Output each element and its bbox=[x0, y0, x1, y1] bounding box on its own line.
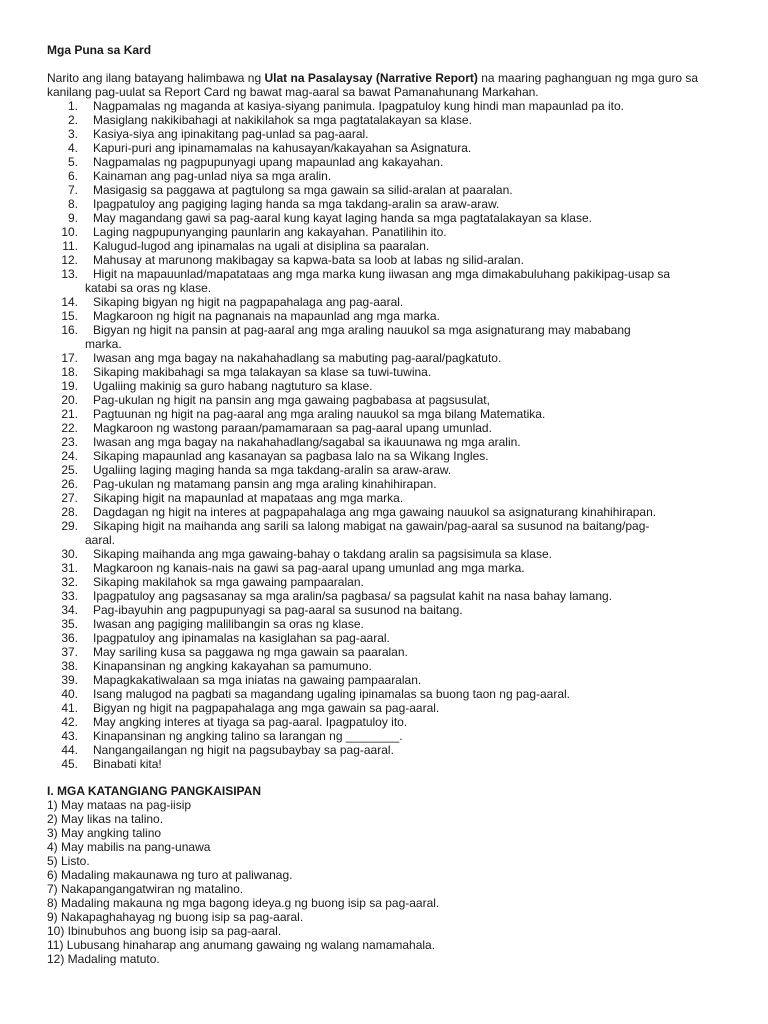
remark-number: 26. bbox=[61, 477, 78, 491]
remark-item bbox=[0, 729, 768, 743]
remark-text-line: Iwasan ang pagiging malilibangin sa oras ng klase. bbox=[93, 617, 364, 631]
remark-item bbox=[0, 379, 768, 393]
remark-text-line: Kinapansinan ng angking talino sa larangan ng ________. bbox=[93, 729, 403, 743]
remark-text bbox=[93, 673, 723, 687]
remark-item bbox=[0, 743, 768, 757]
remark-item bbox=[0, 169, 768, 183]
remark-number: 5. bbox=[67, 155, 78, 169]
remark-text bbox=[93, 701, 723, 715]
remark-text bbox=[93, 99, 723, 113]
remark-text bbox=[93, 435, 723, 449]
remark-number: 34. bbox=[61, 603, 78, 617]
trait-item: 10) Ibinubuhos ang buong isip sa pag-aaral. bbox=[47, 924, 282, 938]
trait-item: 11) Lubusang hinaharap ang anumang gawaing ng walang namamahala. bbox=[47, 938, 436, 952]
remark-number: 31. bbox=[61, 561, 78, 575]
remark-number: 37. bbox=[61, 645, 78, 659]
remark-number: 21. bbox=[61, 407, 78, 421]
remark-item bbox=[0, 267, 768, 295]
remark-text-continuation: katabi sa oras ng klase. bbox=[85, 281, 212, 295]
remark-text-line: Sikaping higit na mapaunlad at mapataas ang mga marka. bbox=[93, 491, 404, 505]
remark-text-line: Higit na mapauunlad/mapatataas ang mga marka kung iiwasan ang mga dimakabuluhang pakikipag-usap sa bbox=[93, 267, 671, 281]
remark-number: 30. bbox=[61, 547, 78, 561]
remark-text-line: Pag-ukulan ng matamang pansin ang mga araling kinahihirapan. bbox=[93, 477, 437, 491]
remark-number: 38. bbox=[61, 659, 78, 673]
remark-text-line: Sikaping makilahok sa mga gawaing pampaaralan. bbox=[93, 575, 364, 589]
trait-item: 2) May likas na talino. bbox=[47, 812, 164, 826]
remark-text-line: Ugaliing makinig sa guro habang nagtuturo sa klase. bbox=[93, 379, 373, 393]
remark-item bbox=[0, 505, 768, 519]
remark-text-line: Kinapansinan ng angking kakayahan sa pamumuno. bbox=[93, 659, 372, 673]
remark-number: 23. bbox=[61, 435, 78, 449]
remark-number: 13. bbox=[61, 267, 78, 281]
remark-item bbox=[0, 589, 768, 603]
trait-item: 3) May angking talino bbox=[47, 826, 162, 840]
trait-item: 1) May mataas na pag-iisip bbox=[47, 798, 192, 812]
remark-text bbox=[93, 477, 723, 491]
remarks-list bbox=[0, 99, 768, 771]
remark-item bbox=[0, 351, 768, 365]
remark-text-line: Magkaroon ng higit na pagnanais na mapaunlad ang mga marka. bbox=[93, 309, 440, 323]
remark-text-line: Ipagpatuloy ang pagiging laging handa sa mga takdang-aralin sa araw-araw. bbox=[93, 197, 500, 211]
remark-item bbox=[0, 575, 768, 589]
remark-item bbox=[0, 477, 768, 491]
remark-number: 27. bbox=[61, 491, 78, 505]
remark-text bbox=[93, 659, 723, 673]
remark-number: 8. bbox=[67, 197, 78, 211]
remark-text-line: Pag-ibayuhin ang pagpupunyagi sa pag-aaral sa susunod na baitang. bbox=[93, 603, 463, 617]
remark-number: 33. bbox=[61, 589, 78, 603]
remark-number: 28. bbox=[61, 505, 78, 519]
remark-text-line: Bigyan ng higit na pansin at pag-aaral ang mga araling nauukol sa mga asignaturang may mababang bbox=[93, 323, 631, 337]
remark-item bbox=[0, 547, 768, 561]
remark-text-line: Masigasig sa paggawa at pagtulong sa mga gawain sa silid-aralan at paaralan. bbox=[93, 183, 513, 197]
remark-number: 17. bbox=[61, 351, 78, 365]
remark-text bbox=[93, 575, 723, 589]
trait-item: 6) Madaling makaunawa ng turo at paliwanag. bbox=[47, 868, 293, 882]
intro-bold-term: Ulat na Pasalaysay (Narrative Report) bbox=[264, 71, 478, 85]
remark-item bbox=[0, 715, 768, 729]
remark-number: 19. bbox=[61, 379, 78, 393]
remark-number: 2. bbox=[67, 113, 78, 127]
remark-text-continuation: marka. bbox=[85, 337, 122, 351]
remark-text-line: Ipagpatuloy ang pagsasanay sa mga aralin/sa pagbasa/ sa pagsulat kahit na nasa bahay lamang. bbox=[93, 589, 613, 603]
remark-item bbox=[0, 603, 768, 617]
remark-text-line: Iwasan ang mga bagay na nakahahadlang sa mabuting pag-aaral/pagkatuto. bbox=[93, 351, 502, 365]
remark-text bbox=[93, 183, 723, 197]
remark-text-line: Masiglang nakikibahagi at nakikilahok sa mga pagtatalakayan sa klase. bbox=[93, 113, 472, 127]
remark-text bbox=[93, 239, 723, 253]
intro-text-end: na maaring paghanguan ng mga guro sa kanilang pag-uulat sa Report Card ng bawat mag-aaral sa bawat Pamanahunang Markahan. bbox=[47, 71, 699, 99]
remark-text bbox=[85, 519, 723, 547]
remark-text bbox=[93, 421, 723, 435]
remark-text-line: Pagtuunan ng higit na pag-aaral ang mga araling nauukol sa mga bilang Matematika. bbox=[93, 407, 546, 421]
remark-text bbox=[93, 617, 723, 631]
remark-number: 1. bbox=[67, 99, 78, 113]
remark-text-line: Kasiya-siya ang ipinakitang pag-unlad sa pag-aaral. bbox=[93, 127, 369, 141]
remark-number: 24. bbox=[61, 449, 78, 463]
remark-item bbox=[0, 701, 768, 715]
remark-item bbox=[0, 519, 768, 547]
remark-text-line: May sariling kusa sa paggawa ng mga gawain sa paaralan. bbox=[93, 645, 408, 659]
trait-item: 5) Listo. bbox=[47, 854, 90, 868]
remark-number: 14. bbox=[61, 295, 78, 309]
remark-text bbox=[93, 309, 723, 323]
remark-text bbox=[93, 547, 723, 561]
remark-text bbox=[93, 169, 723, 183]
remark-text-line: Sikaping mapaunlad ang kasanayan sa pagbasa lalo na sa Wikang Ingles. bbox=[93, 449, 489, 463]
remark-item bbox=[0, 631, 768, 645]
remark-text bbox=[93, 141, 723, 155]
remark-item bbox=[0, 491, 768, 505]
remark-number: 45. bbox=[61, 757, 78, 771]
remark-number: 12. bbox=[61, 253, 78, 267]
remark-number: 43. bbox=[61, 729, 78, 743]
remark-item bbox=[0, 183, 768, 197]
remark-text bbox=[93, 687, 723, 701]
remark-item bbox=[0, 211, 768, 225]
remark-number: 36. bbox=[61, 631, 78, 645]
intro-text-start: Narito ang ilang batayang halimbawa ng bbox=[47, 71, 265, 85]
remark-text-line: Bigyan ng higit na pagpapahalaga ang mga gawain sa pag-aaral. bbox=[93, 701, 440, 715]
remark-number: 22. bbox=[61, 421, 78, 435]
remark-text-line: May magandang gawi sa pag-aaral kung kayat laging handa sa mga pagtatalakayan sa klase. bbox=[93, 211, 592, 225]
remark-item bbox=[0, 463, 768, 477]
remark-item bbox=[0, 407, 768, 421]
remark-item bbox=[0, 127, 768, 141]
remark-number: 18. bbox=[61, 365, 78, 379]
remark-text bbox=[93, 645, 723, 659]
remark-text bbox=[93, 589, 723, 603]
remark-text-line: Ugaliing laging maging handa sa mga takdang-aralin sa araw-araw. bbox=[93, 463, 452, 477]
remark-number: 9. bbox=[67, 211, 78, 225]
remark-item bbox=[0, 645, 768, 659]
remark-text bbox=[93, 253, 723, 267]
remark-item bbox=[0, 99, 768, 113]
remark-text-line: Magkaroon ng kanais-nais na gawi sa pag-aaral upang umunlad ang mga marka. bbox=[93, 561, 525, 575]
remark-item bbox=[0, 393, 768, 407]
remark-item bbox=[0, 673, 768, 687]
trait-item: 8) Madaling makauna ng mga bagong ideya.g ng buong isip sa pag-aaral. bbox=[47, 896, 440, 910]
remark-text-line: Laging nagpupunyanging paunlarin ang kakayahan. Panatilihin ito. bbox=[93, 225, 447, 239]
remark-text bbox=[85, 323, 723, 351]
remark-text-line: Sikaping bigyan ng higit na pagpapahalaga ang pag-aaral. bbox=[93, 295, 404, 309]
remark-number: 4. bbox=[67, 141, 78, 155]
remark-text-line: Pag-ukulan ng higit na pansin ang mga gawaing pagbabasa at pagsusulat, bbox=[93, 393, 490, 407]
remark-text-line: Nangangailangan ng higit na pagsubaybay sa pag-aaral. bbox=[93, 743, 394, 757]
remark-text bbox=[93, 729, 723, 743]
remark-text bbox=[93, 379, 723, 393]
remark-text bbox=[85, 267, 723, 295]
remark-text-line: Mahusay at marunong makibagay sa kapwa-bata sa loob at labas ng silid-aralan. bbox=[93, 253, 524, 267]
remark-item bbox=[0, 141, 768, 155]
remark-text bbox=[93, 127, 723, 141]
remark-text bbox=[93, 225, 723, 239]
remark-item bbox=[0, 197, 768, 211]
remark-number: 7. bbox=[67, 183, 78, 197]
remark-number: 41. bbox=[61, 701, 78, 715]
remark-text-line: May angking interes at tiyaga sa pag-aaral. Ipagpatuloy ito. bbox=[93, 715, 408, 729]
remark-item bbox=[0, 617, 768, 631]
remark-text-line: Nagpamalas ng pagpupunyagi upang mapaunlad ang kakayahan. bbox=[93, 155, 444, 169]
remark-text bbox=[93, 295, 723, 309]
remark-text bbox=[93, 603, 723, 617]
remark-number: 32. bbox=[61, 575, 78, 589]
remark-text bbox=[93, 365, 723, 379]
remark-text-line: Iwasan ang mga bagay na nakahahadlang/sagabal sa ikauunawa ng mga aralin. bbox=[93, 435, 521, 449]
remark-number: 6. bbox=[67, 169, 78, 183]
remark-text bbox=[93, 211, 723, 225]
section-title: I. MGA KATANGIANG PANGKAISIPAN bbox=[47, 784, 261, 798]
remark-text-line: Ipagpatuloy ang ipinamalas na kasiglahan sa pag-aaral. bbox=[93, 631, 390, 645]
remark-text bbox=[93, 449, 723, 463]
remark-text-line: Kalugud-lugod ang ipinamalas na ugali at disiplina sa paaralan. bbox=[93, 239, 430, 253]
remark-number: 10. bbox=[61, 225, 78, 239]
remark-number: 44. bbox=[61, 743, 78, 757]
remark-item bbox=[0, 561, 768, 575]
remark-item bbox=[0, 757, 768, 771]
remark-item bbox=[0, 253, 768, 267]
trait-item: 9) Nakapaghahayag ng buong isip sa pag-aaral. bbox=[47, 910, 304, 924]
remark-text-line: Dagdagan ng higit na interes at pagpapahalaga ang mga gawaing nauukol sa asignaturang kinahihirapan. bbox=[93, 505, 657, 519]
remark-text-continuation: aaral. bbox=[85, 533, 116, 547]
traits-list bbox=[47, 798, 439, 966]
remark-text-line: Kapuri-puri ang ipinamamalas na kahusayan/kakayahan sa Asignatura. bbox=[93, 141, 472, 155]
remark-item bbox=[0, 309, 768, 323]
remark-text bbox=[93, 113, 723, 127]
remark-text bbox=[93, 407, 723, 421]
remark-number: 40. bbox=[61, 687, 78, 701]
remark-text bbox=[93, 757, 723, 771]
remark-text-line: Sikaping higit na maihanda ang sarili sa lalong mabigat na gawain/pag-aaral sa susunod na baitang/pag- bbox=[93, 519, 650, 533]
remark-number: 29. bbox=[61, 519, 78, 533]
trait-item: 7) Nakapangangatwiran ng matalino. bbox=[47, 882, 244, 896]
intro-paragraph bbox=[47, 71, 727, 99]
remark-number: 39. bbox=[61, 673, 78, 687]
remark-item bbox=[0, 295, 768, 309]
remark-item bbox=[0, 659, 768, 673]
remark-text bbox=[93, 743, 723, 757]
remark-text-line: Kainaman ang pag-unlad niya sa mga aralin. bbox=[93, 169, 332, 183]
remark-number: 20. bbox=[61, 393, 78, 407]
remark-item bbox=[0, 687, 768, 701]
remark-item bbox=[0, 113, 768, 127]
remark-item bbox=[0, 365, 768, 379]
remark-item bbox=[0, 449, 768, 463]
remark-number: 35. bbox=[61, 617, 78, 631]
remark-number: 11. bbox=[62, 239, 78, 253]
remark-item bbox=[0, 225, 768, 239]
remark-text-line: Binabati kita! bbox=[93, 757, 162, 771]
remark-text-line: Mapagkakatiwalaan sa mga iniatas na gawaing pampaaralan. bbox=[93, 673, 422, 687]
remark-item bbox=[0, 421, 768, 435]
remark-number: 15. bbox=[61, 309, 78, 323]
trait-item: 12) Madaling matuto. bbox=[47, 952, 160, 966]
trait-item: 4) May mabilis na pang-unawa bbox=[47, 840, 211, 854]
document-title: Mga Puna sa Kard bbox=[47, 43, 152, 57]
remark-item bbox=[0, 155, 768, 169]
remark-text-line: Magkaroon ng wastong paraan/pamamaraan sa pag-aaral upang umunlad. bbox=[93, 421, 492, 435]
remark-text bbox=[93, 631, 723, 645]
remark-text bbox=[93, 491, 723, 505]
remark-number: 16. bbox=[61, 323, 78, 337]
remark-text-line: Sikaping makibahagi sa mga talakayan sa klase sa tuwi-tuwina. bbox=[93, 365, 432, 379]
remark-number: 3. bbox=[67, 127, 78, 141]
remark-text-line: Nagpamalas ng maganda at kasiya-siyang panimula. Ipagpatuloy kung hindi man mapaunlad pa ito. bbox=[93, 99, 625, 113]
remark-item bbox=[0, 323, 768, 351]
remark-text bbox=[93, 715, 723, 729]
remark-text bbox=[93, 463, 723, 477]
remark-item bbox=[0, 239, 768, 253]
remark-text bbox=[93, 561, 723, 575]
remark-text bbox=[93, 351, 723, 365]
remark-number: 25. bbox=[61, 463, 78, 477]
remark-text bbox=[93, 505, 723, 519]
remark-number: 42. bbox=[61, 715, 78, 729]
remark-text-line: Isang malugod na pagbati sa magandang ugaling ipinamalas sa buong taon ng pag-aaral. bbox=[93, 687, 571, 701]
remark-text bbox=[93, 155, 723, 169]
remark-text bbox=[93, 197, 723, 211]
remark-text-line: Sikaping maihanda ang mga gawaing-bahay o takdang aralin sa pagsisimula sa klase. bbox=[93, 547, 552, 561]
remark-item bbox=[0, 435, 768, 449]
remark-text bbox=[93, 393, 723, 407]
